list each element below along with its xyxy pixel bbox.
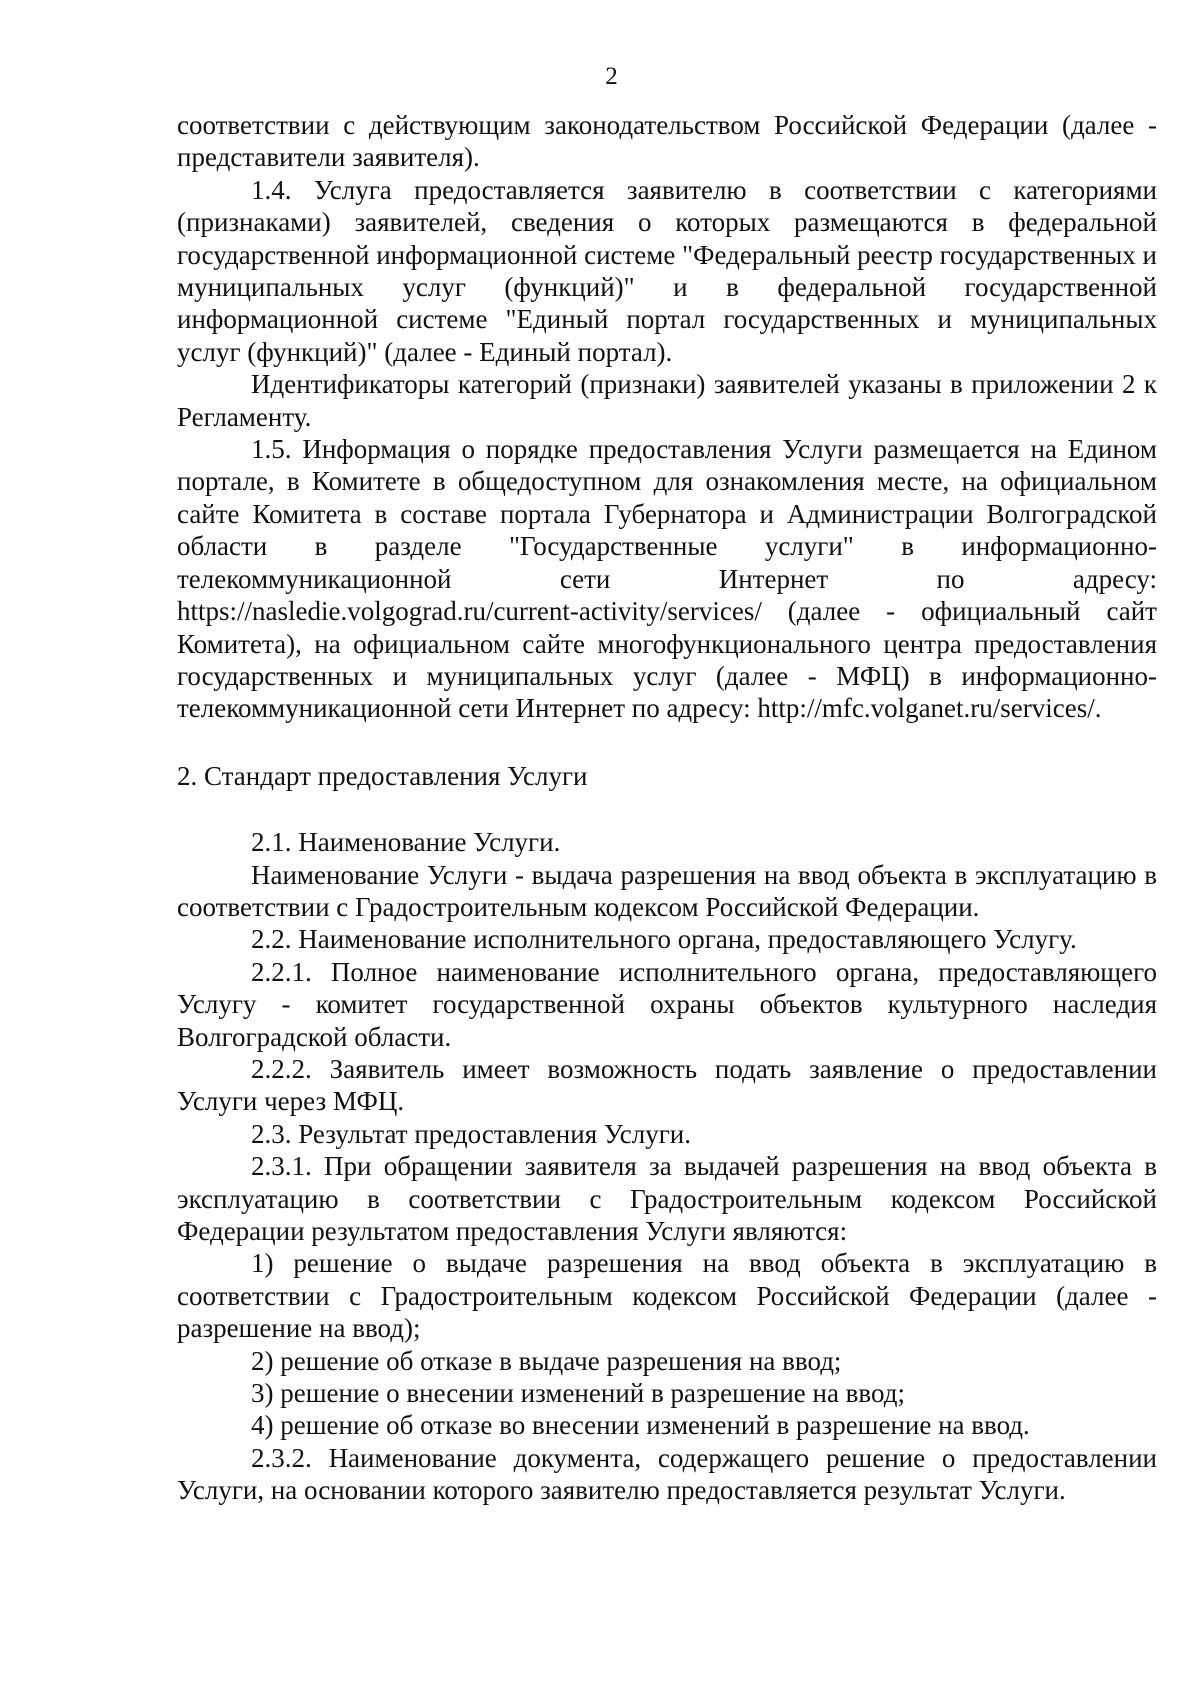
paragraph-2-2: 2.2. Наименование исполнительного органа, предоставляющего Услугу. [251,924,1077,955]
paragraph-1-5: 1.5. Информация о порядке предоставления Услуги размещается на Едином портале, в Комитете в общедоступном для ознакомления месте, на официальном сайте Комитета в составе портала Губернатора и Администрации Волгоградской области в разделе "Государственные услуги" в информационно-телекоммуникационной сети Интернет по адресу: https://nasledie.volgograd.ru/current-activity/services/ (далее - официальный сайт Комитета), на официальном сайте многофункционального центра предоставления государственных и муниципальных услуг (далее - МФЦ) в информационно-телекоммуникационной сети Интернет по адресу: http://mfc.volganet.ru/services/. [177,434,1157,724]
list-item-1: 1) решение о выдаче разрешения на ввод объекта в эксплуатацию в соответствии с Градостроительным кодексом Российской Федерации (далее - разрешение на ввод); [177,1248,1157,1344]
paragraph-1-4: 1.4. Услуга предоставляется заявителю в соответствии с категориями (признаками) заявителей, сведения о которых размещаются в федеральной государственной информационной системе "Федеральный реестр государственных и муниципальных услуг (функций)" и в федеральной государственной информационной системе "Единый портал государственных и муниципальных услуг (функций)" (далее - Единый портал). [177,174,1157,367]
section-heading: 2. Стандарт предоставления Услуги [177,760,588,791]
page-number: 2 [605,63,618,90]
paragraph-2-1: 2.1. Наименование Услуги. [251,827,561,858]
list-item-3: 3) решение о внесении изменений в разрешение на ввод; [251,1378,905,1409]
list-item-4: 4) решение об отказе во внесении изменений в разрешение на ввод. [251,1410,1030,1441]
paragraph-2-3-1: 2.3.1. При обращении заявителя за выдачей разрешения на ввод объекта в эксплуатацию в соответствии с Градостроительным кодексом Российской Федерации результатом предоставления Услуги являются: [177,1151,1157,1246]
paragraph-service-name: Наименование Услуги - выдача разрешения на ввод объекта в эксплуатацию в соответствии с Градостроительным кодексом Российской Федерации. [177,859,1157,922]
list-item-2: 2) решение об отказе в выдаче разрешения на ввод; [251,1345,842,1376]
paragraph-identifiers: Идентификаторы категорий (признаки) заявителей указаны в приложении 2 к Регламенту. [177,369,1157,432]
paragraph-2-3-2: 2.3.2. Наименование документа, содержащего решение о предоставлении Услуги, на основании которого заявителю предоставляется результат Услуги. [177,1442,1157,1506]
paragraph-continuation: соответствии с действующим законодательством Российской Федерации (далее - представители заявителя). [177,110,1157,173]
paragraph-2-2-2: 2.2.2. Заявитель имеет возможность подать заявление о предоставлении Услуги через МФЦ. [177,1053,1157,1117]
document-body [177,109,1157,1507]
paragraph-2-3: 2.3. Результат предоставления Услуги. [251,1118,691,1149]
paragraph-2-2-1: 2.2.1. Полное наименование исполнительного органа, предоставляющего Услугу - комитет государственной охраны объектов культурного наследия Волгоградской области. [177,956,1157,1052]
